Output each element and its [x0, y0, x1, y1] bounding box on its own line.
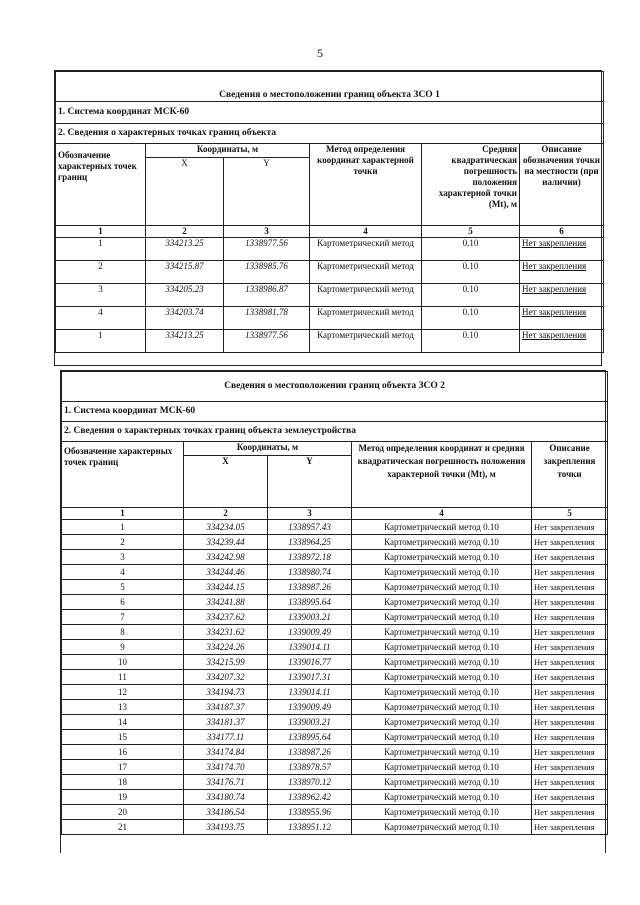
- fixation-description: Нет закрепления: [532, 655, 608, 670]
- fixation-description: Нет закрепления: [520, 261, 604, 284]
- point-number: 11: [62, 670, 184, 685]
- point-number: 5: [62, 580, 184, 595]
- zso1-title: Сведения о местоположении границ объекта ЗСО 1: [56, 72, 604, 102]
- method: Картометрический метод: [310, 307, 422, 330]
- table-row: [62, 775, 608, 790]
- table-row: [62, 670, 608, 685]
- table-row: [62, 535, 608, 550]
- method-and-error: Картометрический метод 0.10: [352, 550, 532, 565]
- table-row: [62, 550, 608, 565]
- zso1-table: [55, 71, 604, 353]
- col-number: 3: [268, 508, 352, 520]
- method-and-error: Картометрический метод 0.10: [352, 700, 532, 715]
- zso1-header-designation: Обозначение характерных точек границ: [56, 144, 146, 226]
- point-number: 15: [62, 730, 184, 745]
- coord-x: 334177.11: [184, 730, 268, 745]
- fixation-description: Нет закрепления: [532, 685, 608, 700]
- fixation-description: Нет закрепления: [532, 610, 608, 625]
- zso1-header-y: Y: [224, 158, 310, 226]
- method-and-error: Картометрический метод 0.10: [352, 775, 532, 790]
- method-and-error: Картометрический метод 0.10: [352, 715, 532, 730]
- mt-value: 0.10: [422, 330, 520, 353]
- zso2-header-method: Метод определения координат и средняя квадратическая погрешность положения характерной точки (Mt), м: [352, 442, 532, 508]
- coord-x: 334186.54: [184, 805, 268, 820]
- fixation-description: Нет закрепления: [520, 307, 604, 330]
- method-and-error: Картометрический метод 0.10: [352, 565, 532, 580]
- method: Картометрический метод: [310, 261, 422, 284]
- point-number: 4: [62, 565, 184, 580]
- zso2-header-coords: Координаты, м: [184, 442, 352, 456]
- table-row: [56, 261, 604, 284]
- fixation-description: Нет закрепления: [532, 640, 608, 655]
- point-number: 18: [62, 775, 184, 790]
- col-number: 4: [310, 226, 422, 238]
- method: Картометрический метод: [310, 238, 422, 261]
- zso2-header-y: Y: [268, 456, 352, 508]
- zso2-header-x: X: [184, 456, 268, 508]
- table-row: [62, 760, 608, 775]
- coord-y: 1339003.21: [268, 715, 352, 730]
- coord-y: 1338995.64: [268, 595, 352, 610]
- zso1-header-error: Средняя квадратическая погрешность положения характерной точки (Mt), м: [422, 144, 520, 226]
- fixation-description: Нет закрепления: [532, 580, 608, 595]
- coord-x: 334239.44: [184, 535, 268, 550]
- col-number: 5: [532, 508, 608, 520]
- point-number: 7: [62, 610, 184, 625]
- table-row: [62, 625, 608, 640]
- col-number: 5: [422, 226, 520, 238]
- point-number: 14: [62, 715, 184, 730]
- table-row: [62, 640, 608, 655]
- mt-value: 0.10: [422, 284, 520, 307]
- point-number: 10: [62, 655, 184, 670]
- table-row: [62, 685, 608, 700]
- fixation-description: Нет закрепления: [532, 715, 608, 730]
- table-row: [62, 790, 608, 805]
- col-number: 4: [352, 508, 532, 520]
- mt-value: 0.10: [422, 238, 520, 261]
- coord-x: 334174.70: [184, 760, 268, 775]
- col-number: 1: [62, 508, 184, 520]
- coord-x: 334244.46: [184, 565, 268, 580]
- fixation-description: Нет закрепления: [532, 730, 608, 745]
- method-and-error: Картометрический метод 0.10: [352, 520, 532, 535]
- zso2-block: [60, 370, 606, 853]
- table-row: [62, 730, 608, 745]
- point-number: 2: [62, 535, 184, 550]
- method-and-error: Картометрический метод 0.10: [352, 535, 532, 550]
- coord-y: 1338957.43: [268, 520, 352, 535]
- fixation-description: Нет закрепления: [532, 565, 608, 580]
- coord-x: 334215.99: [184, 655, 268, 670]
- coord-y: 1339009.49: [268, 625, 352, 640]
- point-number: 16: [62, 745, 184, 760]
- fixation-description: Нет закрепления: [520, 238, 604, 261]
- point-number: 6: [62, 595, 184, 610]
- coord-y: 1338987.26: [268, 745, 352, 760]
- fixation-description: Нет закрепления: [520, 330, 604, 353]
- coord-y: 1338977.56: [224, 238, 310, 261]
- coord-x: 334237.62: [184, 610, 268, 625]
- coord-x: 334194.73: [184, 685, 268, 700]
- coord-y: 1338985.76: [224, 261, 310, 284]
- method-and-error: Картометрический метод 0.10: [352, 640, 532, 655]
- col-number: 3: [224, 226, 310, 238]
- fixation-description: Нет закрепления: [532, 535, 608, 550]
- coord-y: 1338964.25: [268, 535, 352, 550]
- fixation-description: Нет закрепления: [532, 625, 608, 640]
- col-number: 2: [184, 508, 268, 520]
- method-and-error: Картометрический метод 0.10: [352, 655, 532, 670]
- table-row: [62, 805, 608, 820]
- fixation-description: Нет закрепления: [532, 520, 608, 535]
- page-number: 5: [317, 46, 323, 60]
- point-number: 8: [62, 625, 184, 640]
- zso1-col-numbers: [56, 226, 604, 238]
- coord-x: 334242.98: [184, 550, 268, 565]
- fixation-description: Нет закрепления: [532, 760, 608, 775]
- table-row: [62, 520, 608, 535]
- table-row: [56, 238, 604, 261]
- point-number: 13: [62, 700, 184, 715]
- zso2-title: Сведения о местоположении границ объекта ЗСО 2: [62, 372, 608, 402]
- coord-y: 1338972.18: [268, 550, 352, 565]
- zso2-header-designation: Обозначение характерных точек границ: [62, 442, 184, 508]
- mt-value: 0.10: [422, 307, 520, 330]
- fixation-description: Нет закрепления: [532, 820, 608, 835]
- point-number: 3: [62, 550, 184, 565]
- coord-x: 334234.05: [184, 520, 268, 535]
- coord-x: 334224.26: [184, 640, 268, 655]
- coord-x: 334176.71: [184, 775, 268, 790]
- coord-x: 334244.15: [184, 580, 268, 595]
- zso1-coord-system: 1. Система координат МСК-60: [56, 102, 604, 124]
- method-and-error: Картометрический метод 0.10: [352, 595, 532, 610]
- coord-x: 334213.25: [146, 330, 224, 353]
- coord-y: 1338995.64: [268, 730, 352, 745]
- method-and-error: Картометрический метод 0.10: [352, 610, 532, 625]
- fixation-description: Нет закрепления: [532, 775, 608, 790]
- table-row: [62, 700, 608, 715]
- col-number: 2: [146, 226, 224, 238]
- table-row: [56, 284, 604, 307]
- table-row: [62, 715, 608, 730]
- coord-x: 334187.37: [184, 700, 268, 715]
- coord-x: 334180.74: [184, 790, 268, 805]
- fixation-description: Нет закрепления: [532, 745, 608, 760]
- table-row: [62, 565, 608, 580]
- point-number: 19: [62, 790, 184, 805]
- coord-y: 1339016.77: [268, 655, 352, 670]
- coord-y: 1338955.96: [268, 805, 352, 820]
- point-number: 21: [62, 820, 184, 835]
- zso2-points-heading: 2. Сведения о характерных точках границ объекта землеустройства: [62, 422, 608, 442]
- coord-y: 1339014.11: [268, 685, 352, 700]
- coord-x: 334205.23: [146, 284, 224, 307]
- fixation-description: Нет закрепления: [532, 595, 608, 610]
- table-row: [62, 610, 608, 625]
- table-row: [62, 820, 608, 835]
- method-and-error: Картометрический метод 0.10: [352, 820, 532, 835]
- point-number: 4: [56, 307, 146, 330]
- method-and-error: Картометрический метод 0.10: [352, 745, 532, 760]
- point-number: 9: [62, 640, 184, 655]
- coord-y: 1338980.74: [268, 565, 352, 580]
- coord-y: 1338981.78: [224, 307, 310, 330]
- table-row: [62, 580, 608, 595]
- coord-x: 334193.75: [184, 820, 268, 835]
- point-number: 1: [56, 330, 146, 353]
- point-number: 1: [62, 520, 184, 535]
- coord-x: 334174.84: [184, 745, 268, 760]
- method-and-error: Картометрический метод 0.10: [352, 685, 532, 700]
- zso1-header-method: Метод определения координат характерной точки: [310, 144, 422, 226]
- fixation-description: Нет закрепления: [532, 550, 608, 565]
- fixation-description: Нет закрепления: [532, 700, 608, 715]
- table-row: [56, 330, 604, 353]
- coord-x: 334231.62: [184, 625, 268, 640]
- fixation-description: Нет закрепления: [532, 790, 608, 805]
- zso1-points-heading: 2. Сведения о характерных точках границ объекта: [56, 124, 604, 144]
- coord-y: 1338987.26: [268, 580, 352, 595]
- fixation-description: Нет закрепления: [532, 670, 608, 685]
- zso2-coord-system: 1. Система координат МСК-60: [62, 402, 608, 422]
- point-number: 1: [56, 238, 146, 261]
- zso1-header-description: Описание обозначения точки на местности (при наличии): [520, 144, 604, 226]
- point-number: 3: [56, 284, 146, 307]
- fixation-description: Нет закрепления: [520, 284, 604, 307]
- method-and-error: Картометрический метод 0.10: [352, 730, 532, 745]
- zso2-table: [61, 371, 608, 835]
- fixation-description: Нет закрепления: [532, 805, 608, 820]
- coord-y: 1338986.87: [224, 284, 310, 307]
- coord-x: 334241.88: [184, 595, 268, 610]
- coord-y: 1338978.57: [268, 760, 352, 775]
- method-and-error: Картометрический метод 0.10: [352, 625, 532, 640]
- point-number: 2: [56, 261, 146, 284]
- coord-x: 334181.37: [184, 715, 268, 730]
- table-row: [62, 745, 608, 760]
- coord-y: 1339009.49: [268, 700, 352, 715]
- coord-y: 1339017.31: [268, 670, 352, 685]
- coord-y: 1338977.56: [224, 330, 310, 353]
- coord-x: 334215.87: [146, 261, 224, 284]
- method-and-error: Картометрический метод 0.10: [352, 580, 532, 595]
- coord-y: 1338951.12: [268, 820, 352, 835]
- col-number: 6: [520, 226, 604, 238]
- coord-x: 334203.74: [146, 307, 224, 330]
- coord-x: 334213.25: [146, 238, 224, 261]
- zso1-header-x: X: [146, 158, 224, 226]
- coord-x: 334207.32: [184, 670, 268, 685]
- point-number: 17: [62, 760, 184, 775]
- coord-y: 1338970.12: [268, 775, 352, 790]
- table-row: [62, 655, 608, 670]
- coord-y: 1339003.21: [268, 610, 352, 625]
- col-number: 1: [56, 226, 146, 238]
- method-and-error: Картометрический метод 0.10: [352, 790, 532, 805]
- coord-y: 1339014.11: [268, 640, 352, 655]
- coord-y: 1338962.42: [268, 790, 352, 805]
- zso1-block: [54, 70, 602, 366]
- table-row: [56, 307, 604, 330]
- table-row: [62, 595, 608, 610]
- method-and-error: Картометрический метод 0.10: [352, 670, 532, 685]
- method: Картометрический метод: [310, 284, 422, 307]
- mt-value: 0.10: [422, 261, 520, 284]
- zso2-header-description: Описание закрепления точки: [532, 442, 608, 508]
- point-number: 12: [62, 685, 184, 700]
- zso1-header-coords: Координаты, м: [146, 144, 310, 158]
- method-and-error: Картометрический метод 0.10: [352, 760, 532, 775]
- zso2-col-numbers: [62, 508, 608, 520]
- method-and-error: Картометрический метод 0.10: [352, 805, 532, 820]
- method: Картометрический метод: [310, 330, 422, 353]
- point-number: 20: [62, 805, 184, 820]
